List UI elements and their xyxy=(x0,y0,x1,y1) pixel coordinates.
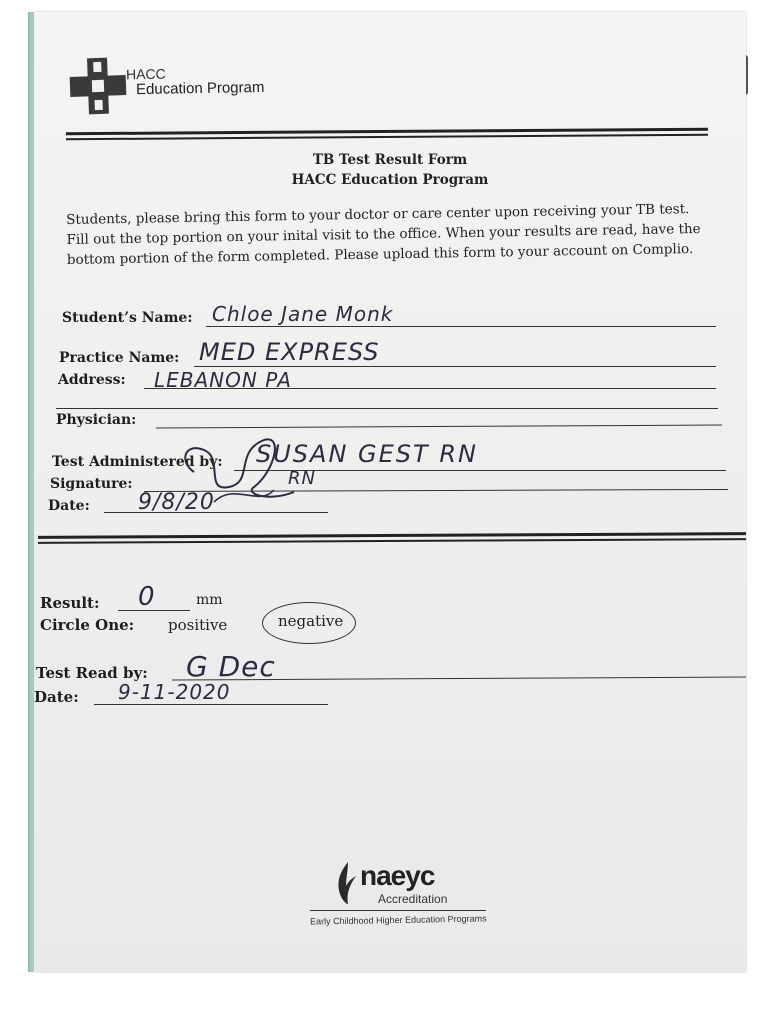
date-value[interactable]: 9/8/20 xyxy=(138,490,215,515)
read-date-label: Date: xyxy=(34,688,79,706)
circle-one-label: Circle One: xyxy=(40,616,135,634)
test-read-by-value[interactable]: G Dec xyxy=(186,650,276,683)
naeyc-wordmark: naeyc xyxy=(360,860,435,891)
result-value[interactable]: 0 xyxy=(138,582,156,612)
option-positive[interactable]: positive xyxy=(168,616,228,634)
practice-name-line xyxy=(194,366,716,367)
result-label: Result: xyxy=(40,594,100,612)
tb-test-form-page xyxy=(34,12,746,972)
logo-text-program: Education Program xyxy=(135,78,265,99)
hacc-logo-icon xyxy=(66,54,130,118)
naeyc-divider xyxy=(310,910,486,911)
signature-value[interactable]: RN xyxy=(288,468,316,489)
test-administered-label: Test Administered by: xyxy=(52,454,223,470)
student-name-value[interactable]: Chloe Jane Monk xyxy=(212,302,394,326)
section-divider-2 xyxy=(38,538,746,543)
form-title: TB Test Result Form xyxy=(312,152,468,168)
student-name-line xyxy=(206,326,716,327)
student-name-label: Student’s Name: xyxy=(62,310,193,326)
physician-label: Physician: xyxy=(56,412,137,428)
form-subtitle: HACC Education Program xyxy=(291,172,489,188)
practice-name-label: Practice Name: xyxy=(59,350,180,366)
address-label: Address: xyxy=(58,372,126,388)
address-line-2 xyxy=(56,408,718,409)
header-rule-2 xyxy=(66,134,708,140)
read-date-value[interactable]: 9-11-2020 xyxy=(118,680,231,704)
naeyc-logo-icon xyxy=(334,860,360,906)
date-label: Date: xyxy=(48,498,90,514)
practice-name-value[interactable]: MED EXPRESS xyxy=(199,338,380,366)
test-read-by-label: Test Read by: xyxy=(36,664,148,682)
naeyc-subtitle: Early Childhood Higher Education Programs xyxy=(309,913,487,927)
signature-label: Signature: xyxy=(50,476,133,492)
naeyc-accreditation: Accreditation xyxy=(378,892,448,906)
option-negative[interactable]: negative xyxy=(278,612,344,630)
instructions-paragraph: Students, please bring this form to your doctor or care center upon receiving your TB test. Fill out the top portion on your inital visit to the office. When your results are read, have the bottom portion of the form completed. Please upload this form to your account on Complio. xyxy=(66,201,701,268)
logo-text-hacc: HACC xyxy=(125,65,166,83)
result-unit: mm xyxy=(196,592,223,608)
read-date-line xyxy=(94,704,328,705)
negative-circle-mark xyxy=(262,602,356,644)
test-administered-value[interactable]: SUSAN GEST RN xyxy=(256,440,478,468)
physician-line xyxy=(156,425,722,429)
address-value[interactable]: LEBANON PA xyxy=(154,368,292,392)
